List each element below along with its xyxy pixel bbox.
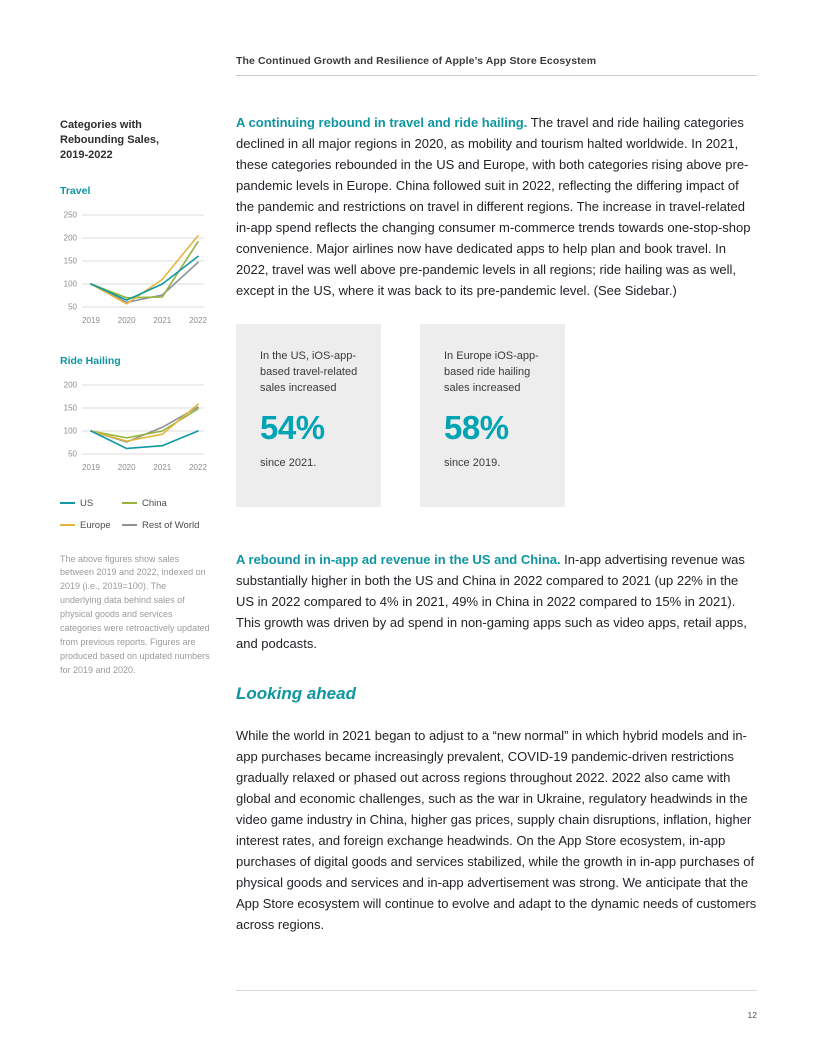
svg-text:150: 150 [63, 256, 77, 266]
legend-swatch [60, 524, 75, 526]
svg-text:200: 200 [63, 233, 77, 243]
legend-label: US [80, 497, 94, 509]
legend-item [60, 520, 122, 531]
paragraph-lead: A rebound in in-app ad revenue in the US and China. [236, 552, 561, 567]
svg-text:2021: 2021 [153, 315, 172, 325]
stat-box-europe-ride-hailing [420, 324, 565, 507]
svg-text:2019: 2019 [82, 315, 100, 325]
stat-note: since 2019. [444, 456, 501, 469]
main-content [236, 112, 757, 935]
paragraph-body: The travel and ride hailing categories declined in all major regions in 2020, as mobility and tourism halted worldwide. In 2021, these categories rebounded in the US and Europe, with both categories rising above pre-pandemic levels in Europe. China followed suit in 2022, reflecting the differing impact of the pandemic and restrictions on travel in different regions. The increase in travel-related in-app spend reflects the changing consumer m-commerce trends towards one-stop-shop convenience. Major airlines now have dedicated apps to help plan and book travel. In 2022, travel was well above pre-pandemic levels in all regions; ride hailing was as well, except in the US, where it was back to its pre-pandemic level. (See Sidebar.) [236, 115, 751, 298]
legend-swatch [122, 524, 137, 526]
chart-footnote: The above figures show sales between 2019 and 2022, indexed on 2019 (i.e., 2019=100). The underlying data behind sales of physical goods and services categories were retroactively updated from previous reports. Figures are produced based on updated numbers for 2019 and 2020. [60, 553, 210, 676]
travel-chart-title: Travel [60, 184, 91, 197]
svg-text:100: 100 [63, 426, 77, 436]
chart-legend [60, 498, 212, 531]
travel-line-chart [60, 207, 212, 329]
svg-text:2022: 2022 [189, 315, 207, 325]
stat-description: In Europe iOS-app-based ride hailing sales increased [444, 350, 539, 394]
legend-item [60, 498, 122, 509]
paragraph-body: In-app advertising revenue was substantially higher in both the US and China in 2022 compared to 2021 (up 22% in the US in 2022 compared to 4% in 2021, 49% in China in 2022 compared to 15% in 2021). This growth was driven by ad spend in non-gaming apps such as video apps, retail apps, and podcasts. [236, 552, 747, 651]
svg-text:2021: 2021 [153, 462, 172, 472]
sidebar [60, 118, 212, 678]
legend-swatch [60, 502, 75, 504]
svg-text:100: 100 [63, 279, 77, 289]
footer-rule [236, 990, 757, 991]
svg-text:200: 200 [63, 380, 77, 390]
page-number: 12 [747, 1010, 757, 1020]
svg-text:2022: 2022 [189, 462, 207, 472]
legend-swatch [122, 502, 137, 504]
sidebar-title: Categories with Rebounding Sales, 2019-2022 [60, 119, 160, 161]
page-header [236, 55, 757, 76]
legend-label: Rest of World [142, 519, 200, 531]
svg-text:50: 50 [68, 302, 77, 312]
legend-label: China [142, 497, 167, 509]
stat-value: 54% [260, 408, 325, 446]
legend-item [122, 498, 212, 509]
ride-hailing-line-chart [60, 377, 212, 476]
paragraph-travel-rebound [236, 112, 757, 301]
svg-text:2019: 2019 [82, 462, 100, 472]
stat-description: In the US, iOS-app-based travel-related sales increased [260, 350, 358, 394]
svg-text:150: 150 [63, 403, 77, 413]
looking-ahead-heading: Looking ahead [236, 684, 356, 703]
legend-label: Europe [80, 519, 111, 531]
svg-text:2020: 2020 [117, 315, 136, 325]
paragraph-lead: A continuing rebound in travel and ride hailing. [236, 115, 528, 130]
svg-text:50: 50 [68, 449, 77, 459]
stat-box-us-travel [236, 324, 381, 507]
svg-text:2020: 2020 [117, 462, 136, 472]
stat-value: 58% [444, 408, 509, 446]
paragraph-ad-revenue [236, 549, 757, 654]
ride-hailing-chart-title: Ride Hailing [60, 354, 121, 367]
stat-boxes [236, 324, 757, 507]
legend-item [122, 520, 212, 531]
paragraph-looking-ahead: While the world in 2021 began to adjust to a “new normal” in which hybrid models and in-app purchases became increasingly prevalent, COVID-19 pandemic-driven restrictions gradually relaxed or phased out across regions throughout 2022. 2022 also came with global and economic challenges, such as the war in Ukraine, regulatory headwinds in the video game industry in China, higher gas prices, supply chain disruptions, inflation, higher interest rates, and foreign exchange headwinds. On the App Store ecosystem, in-app purchases of digital goods and services stabilized, while the growth in in-app purchases of physical goods and services and in-app advertisement was strong. We anticipate that the App Store ecosystem will continue to evolve and adapt to the dynamic needs of customers across regions. [236, 728, 757, 932]
stat-note: since 2021. [260, 456, 317, 469]
svg-text:250: 250 [63, 210, 77, 220]
page-header-title: The Continued Growth and Resilience of Apple’s App Store Ecosystem [236, 55, 597, 67]
